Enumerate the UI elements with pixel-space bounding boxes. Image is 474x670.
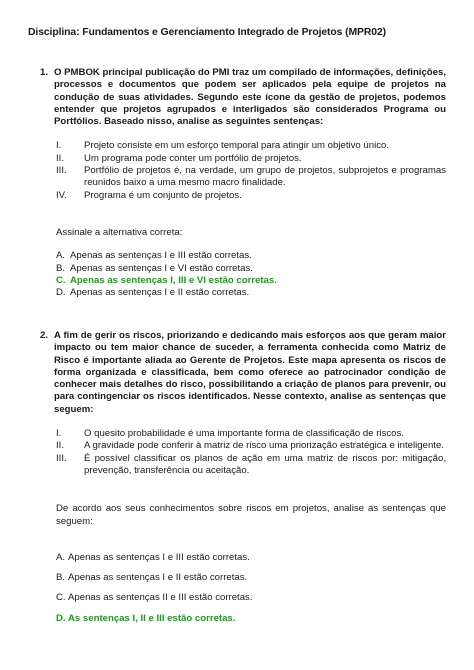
question-1-header (28, 67, 446, 128)
question-1-text: O PMBOK principal publicação do PMI traz um compilado de informações, definições, processos e documentos que podem ser aplicados pela equipe de projetos na condução de suas atividades. Segundo este ícone da gestão de projetos, podemos entender que projetos agrupados e interligados são considerados Programa ou Portfólios. Baseado nisso, analise as seguintes sentenças: (54, 67, 446, 128)
statement-marker: III. (56, 452, 67, 464)
statement-text: Programa é um conjunto de projetos. (84, 189, 242, 201)
statement-text: É possível classificar os planos de ação em uma matriz de riscos por: mitigação, prevenção, transferência ou aceitação. (84, 452, 446, 476)
question-2-header (28, 330, 446, 416)
statement-item (56, 428, 446, 440)
option-marker: D. (56, 612, 66, 624)
option-b[interactable] (56, 572, 446, 584)
option-marker: D. (56, 287, 66, 299)
option-text: Apenas as sentenças I, III e VI estão corretas. (70, 274, 277, 286)
question-1 (28, 67, 446, 299)
option-text: As sentenças I, II e III estão corretas. (68, 612, 236, 624)
statement-marker: II. (56, 152, 64, 164)
option-a[interactable] (56, 250, 446, 262)
option-marker: B. (56, 262, 66, 274)
statement-item (56, 440, 446, 452)
option-marker: A. (56, 551, 66, 563)
statement-item (56, 453, 446, 478)
page-title: Disciplina: Fundamentos e Gerenciamento Integrado de Projetos (MPR02) (28, 27, 386, 38)
statement-marker: I. (56, 140, 62, 152)
statement-text: Portfólio de projetos é, na verdade, um grupo de projetos, subprojetos e programas reunidos baixo a uma mesmo macro finalidade. (84, 165, 446, 189)
option-c-correct[interactable] (56, 275, 446, 287)
question-2-statements (56, 428, 446, 477)
statement-marker: II. (56, 440, 64, 452)
statement-text: A gravidade pode conferir à matriz de risco uma priorização estratégica e inteligente. (84, 440, 444, 452)
option-text: Apenas as sentenças I e II estão corretas. (68, 572, 248, 584)
statement-item (56, 190, 446, 202)
option-marker: A. (56, 250, 66, 262)
question-2-prompt: De acordo aos seus conhecimentos sobre riscos em projetos, analise as sentenças que seguem: (56, 503, 446, 527)
option-text: Apenas as sentenças I e III estão corretas. (68, 551, 250, 563)
statement-item (56, 140, 446, 152)
option-text: Apenas as sentenças I e VI estão corretas. (70, 262, 253, 274)
question-1-options (28, 250, 446, 299)
statement-text: Um programa pode conter um portfólio de projetos. (84, 152, 302, 164)
statement-marker: III. (56, 165, 67, 177)
option-marker: B. (56, 572, 66, 584)
option-marker: C. (56, 592, 66, 604)
option-text: Apenas as sentenças I e III estão corretas. (70, 250, 252, 262)
question-1-number: 1. (40, 67, 49, 78)
statement-marker: I. (56, 428, 62, 440)
question-2 (28, 330, 446, 625)
option-marker: C. (56, 274, 66, 286)
question-2-text: A fim de gerir os riscos, priorizando e dedicando mais esforços aos que geram maior impacto ou tem maior chance de suceder, a ferramenta conhecida como Matriz de Risco é importante aliada ao Gerente de Projetos. Este mapa apresenta os riscos de forma organizada e classificada, bem como oferece ao patrocinador condição de conhecer mais detalhes do risco, possibilitando a criação de planos para prevenir, ou para contingenciar os riscos identificados. Nesse contexto, analise as sentenças que seguem: (54, 330, 446, 415)
question-2-options (28, 552, 446, 625)
option-c[interactable] (56, 592, 446, 604)
option-text: Apenas as sentenças II e III estão corretas. (68, 592, 253, 604)
option-d[interactable] (56, 287, 446, 299)
statement-text: O quesito probabilidade é uma importante forma de classificação de riscos. (84, 428, 404, 440)
statement-marker: IV. (56, 189, 67, 201)
statement-text: Projeto consiste em um esforço temporal para atingir um objetivo único. (84, 140, 390, 152)
statement-item (56, 153, 446, 165)
question-1-prompt: Assinale a alternativa correta: (56, 226, 183, 238)
option-d-correct[interactable] (56, 613, 446, 625)
statement-item (56, 165, 446, 190)
option-b[interactable] (56, 263, 446, 275)
question-1-statements (56, 140, 446, 201)
option-a[interactable] (56, 552, 446, 564)
option-text: Apenas as sentenças I e II estão corretas. (70, 287, 250, 299)
question-2-number: 2. (40, 330, 49, 341)
